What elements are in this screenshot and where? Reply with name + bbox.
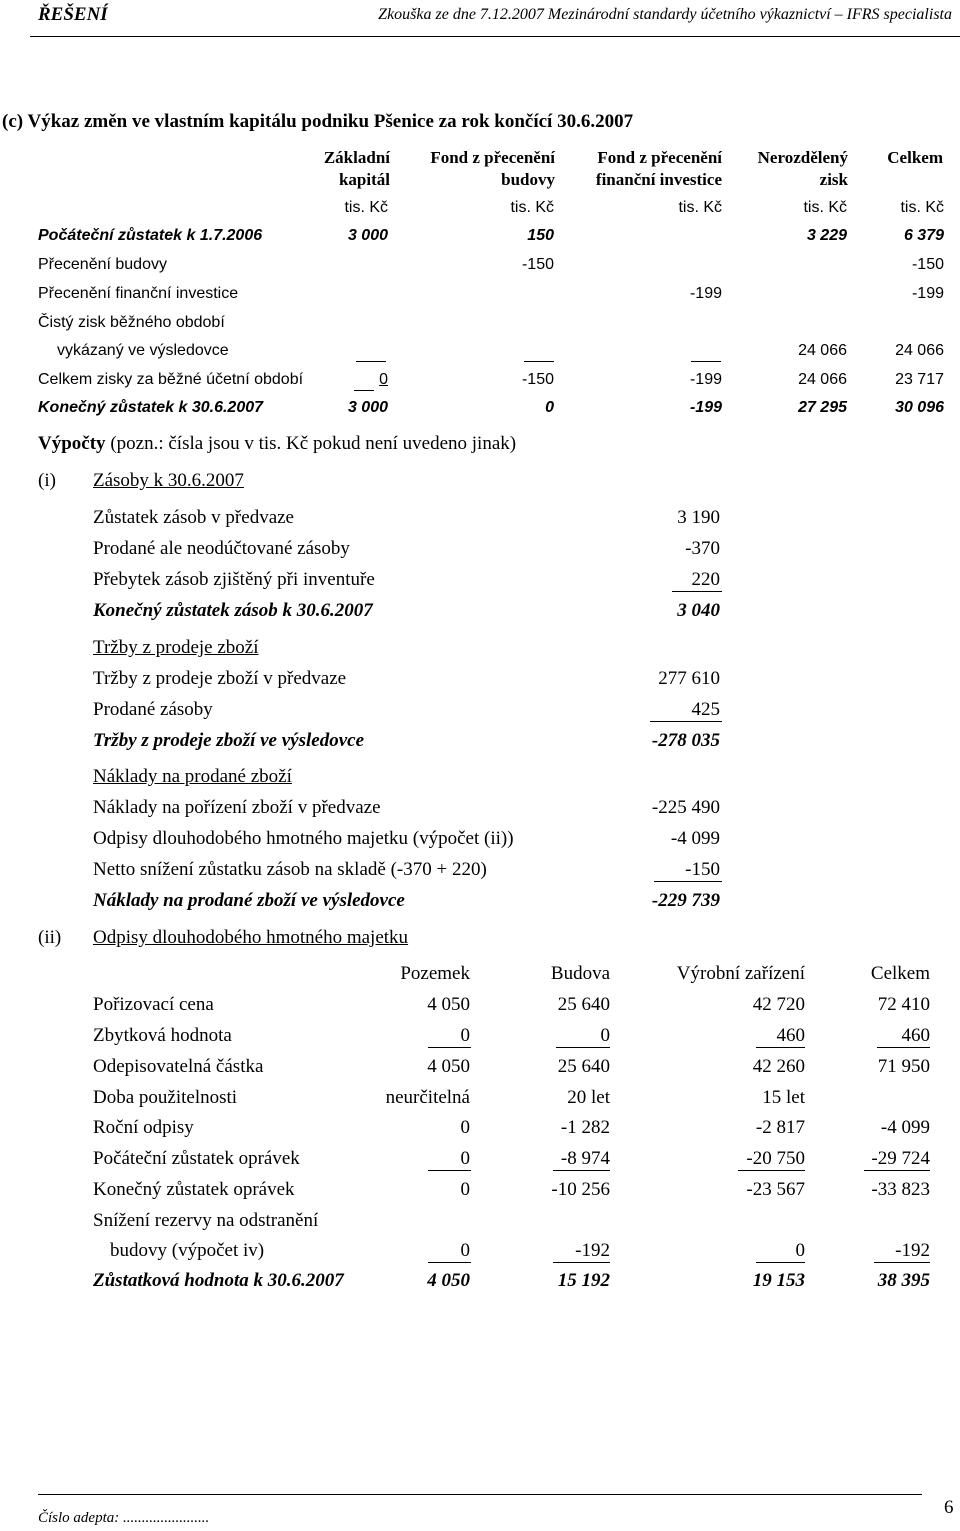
col-header-investment-reserve: Fond z přecenění finanční investice bbox=[595, 148, 722, 189]
dep-row-label: budovy (výpočet iv) bbox=[110, 1240, 265, 1261]
stmt-row-reported-profit bbox=[38, 342, 960, 366]
header-right: Zkouška ze dne 7.12.2007 Mezinárodní standardy účetního výkaznictví – IFRS specialista bbox=[378, 6, 952, 23]
dep-row-label: Konečný zůstatek oprávek bbox=[93, 1179, 295, 1200]
cogs-label: Odpisy dlouhodobého hmotného majetku (výpočet (ii)) bbox=[93, 828, 514, 849]
cogs-value: -225 490 bbox=[651, 797, 720, 818]
cell-value: 6 379 bbox=[903, 227, 944, 244]
cell-value: 24 066 bbox=[895, 342, 944, 359]
dep-cell: 0 bbox=[460, 1179, 470, 1200]
candidate-number-label: Číslo adepta: ....................... bbox=[38, 1510, 210, 1526]
unit-label: tis. Kč bbox=[803, 199, 847, 216]
inv-label: Konečný zůstatek zásob k 30.6.2007 bbox=[93, 600, 373, 621]
cell-value: -199 bbox=[911, 285, 944, 302]
dep-cell: 25 640 bbox=[557, 1056, 610, 1077]
sum-underline bbox=[428, 1047, 471, 1048]
cell-value: 0 bbox=[545, 399, 554, 416]
dep-cell: neurčitelná bbox=[385, 1087, 470, 1108]
sum-underline bbox=[756, 1047, 805, 1048]
cell-value: 0 bbox=[379, 371, 388, 388]
dep-cell: 0 bbox=[460, 1240, 470, 1261]
calc-note-text: (pozn.: čísla jsou v tis. Kč pokud není uvedeno jinak) bbox=[105, 433, 517, 454]
footer-rule bbox=[38, 1494, 922, 1495]
dep-row-label: Doba použitelnosti bbox=[93, 1087, 238, 1108]
dep-row-label: Roční odpisy bbox=[93, 1117, 194, 1138]
unit-label: tis. Kč bbox=[900, 199, 944, 216]
section-ii-marker: (ii) bbox=[38, 927, 62, 948]
dep-cell: -29 724 bbox=[871, 1148, 930, 1169]
stmt-row-total-gains bbox=[38, 371, 960, 395]
cogs-title: Náklady na prodané zboží bbox=[93, 766, 292, 787]
calc-note bbox=[38, 433, 516, 455]
inv-label: Přebytek zásob zjištěný při inventuře bbox=[93, 569, 375, 590]
row-label: Počáteční zůstatek k 1.7.2006 bbox=[38, 227, 263, 244]
cogs-value: -229 739 bbox=[651, 890, 720, 911]
section-i-marker: (i) bbox=[38, 470, 56, 491]
sum-underline bbox=[428, 1170, 471, 1171]
cogs-label: Náklady na prodané zboží ve výsledovce bbox=[93, 890, 405, 911]
sales-label: Tržby z prodeje zboží v předvaze bbox=[93, 668, 347, 689]
cogs-value: -4 099 bbox=[670, 828, 720, 849]
stmt-row-closing bbox=[38, 399, 960, 423]
dep-cell: 0 bbox=[600, 1025, 610, 1046]
sum-underline bbox=[672, 591, 722, 592]
section-i-title: Zásoby k 30.6.2007 bbox=[93, 470, 244, 491]
row-label: Přecenění finanční investice bbox=[38, 285, 239, 302]
section-ii-title: Odpisy dlouhodobého hmotného majetku bbox=[93, 927, 409, 948]
sales-label: Prodané zásoby bbox=[93, 699, 213, 720]
dep-cell: -192 bbox=[575, 1240, 610, 1261]
cell-value: -150 bbox=[911, 256, 944, 273]
unit-label: tis. Kč bbox=[344, 199, 388, 216]
sum-underline bbox=[553, 1170, 610, 1171]
col-header-building-reserve: Fond z přecenění budovy bbox=[430, 148, 555, 189]
sales-label: Tržby z prodeje zboží ve výsledovce bbox=[93, 730, 365, 751]
row-label: Přecenění budovy bbox=[38, 256, 167, 273]
cell-value: 150 bbox=[527, 227, 554, 244]
dep-col-header: Celkem bbox=[870, 963, 930, 984]
cogs-value: -150 bbox=[685, 859, 720, 880]
cell-value: 27 295 bbox=[798, 399, 847, 416]
sales-value: 425 bbox=[691, 699, 720, 720]
sum-underline bbox=[877, 1047, 930, 1048]
cell-value: 30 096 bbox=[895, 399, 944, 416]
cogs-label: Netto snížení zůstatku zásob na skladě (-370 + 220) bbox=[93, 859, 487, 880]
col-header-share-capital: Základní kapitál bbox=[323, 148, 390, 189]
dep-cell: 460 bbox=[776, 1025, 805, 1046]
dep-cell: -20 750 bbox=[746, 1148, 805, 1169]
dep-row-label: Odepisovatelná částka bbox=[93, 1056, 264, 1077]
sum-underline bbox=[650, 721, 722, 722]
dep-cell: -10 256 bbox=[551, 1179, 610, 1200]
cell-value: -199 bbox=[689, 399, 722, 416]
inv-label: Prodané ale neodúčtované zásoby bbox=[93, 538, 350, 559]
row-label: Konečný zůstatek k 30.6.2007 bbox=[38, 399, 264, 416]
sum-underline bbox=[654, 881, 722, 882]
dep-row-label: Pořizovací cena bbox=[93, 994, 214, 1015]
sum-underline bbox=[756, 1262, 805, 1263]
dep-row-label: Počáteční zůstatek oprávek bbox=[93, 1148, 300, 1169]
blank-underline bbox=[356, 361, 386, 362]
dep-col-header: Pozemek bbox=[400, 963, 470, 984]
inv-value: 3 190 bbox=[677, 507, 720, 528]
blank-underline bbox=[524, 361, 554, 362]
statement-title: (c) Výkaz změn ve vlastním kapitálu podniku Pšenice za rok končící 30.6.2007 bbox=[2, 111, 634, 132]
cell-value: 3 000 bbox=[347, 227, 388, 244]
dep-cell: -4 099 bbox=[880, 1117, 930, 1138]
inv-value: 3 040 bbox=[677, 600, 720, 621]
dep-cell: -2 817 bbox=[755, 1117, 805, 1138]
dep-cell: 460 bbox=[901, 1025, 930, 1046]
dep-row-label: Snížení rezervy na odstranění bbox=[93, 1210, 319, 1231]
unit-label: tis. Kč bbox=[678, 199, 722, 216]
dep-cell: 20 let bbox=[567, 1087, 610, 1108]
sum-underline bbox=[874, 1262, 930, 1263]
dep-cell: 4 050 bbox=[427, 1056, 470, 1077]
cell-value: -150 bbox=[521, 371, 554, 388]
sum-underline bbox=[428, 1262, 471, 1263]
dep-cell: -192 bbox=[895, 1240, 930, 1261]
sales-value: -278 035 bbox=[651, 730, 720, 751]
dep-cell: -8 974 bbox=[560, 1148, 610, 1169]
blank-underline bbox=[691, 361, 721, 362]
dep-cell: 4 050 bbox=[427, 994, 470, 1015]
row-label: vykázaný ve výsledovce bbox=[57, 342, 229, 359]
blank-underline bbox=[354, 390, 374, 391]
cell-value: -199 bbox=[689, 371, 722, 388]
dep-cell: 42 720 bbox=[752, 994, 805, 1015]
stmt-row-net-profit bbox=[38, 314, 960, 338]
sales-title: Tržby z prodeje zboží bbox=[93, 637, 259, 658]
inv-value: 220 bbox=[691, 569, 720, 590]
cell-value: 23 717 bbox=[895, 371, 944, 388]
sum-underline bbox=[864, 1170, 930, 1171]
dep-cell: 15 192 bbox=[557, 1270, 610, 1291]
dep-cell: -1 282 bbox=[560, 1117, 610, 1138]
cell-value: 24 066 bbox=[798, 342, 847, 359]
stmt-row-investment-revaluation bbox=[38, 285, 960, 309]
stmt-row-building-revaluation bbox=[38, 256, 960, 280]
dep-cell: 25 640 bbox=[557, 994, 610, 1015]
calc-note-bold: Výpočty bbox=[38, 433, 106, 454]
dep-cell: -33 823 bbox=[871, 1179, 930, 1200]
dep-col-header: Výrobní zařízení bbox=[676, 963, 805, 984]
row-label: Čistý zisk běžného období bbox=[38, 314, 225, 331]
dep-cell: -23 567 bbox=[746, 1179, 805, 1200]
cell-value: 3 229 bbox=[806, 227, 847, 244]
dep-cell: 15 let bbox=[762, 1087, 805, 1108]
cell-value: -150 bbox=[521, 256, 554, 273]
dep-cell: 0 bbox=[460, 1117, 470, 1138]
page-number: 6 bbox=[944, 1497, 954, 1518]
cell-value: 24 066 bbox=[798, 371, 847, 388]
stmt-row-opening bbox=[38, 227, 960, 251]
col-header-retained-earnings: Nerozdělený zisk bbox=[757, 148, 848, 189]
dep-row-label: Zbytková hodnota bbox=[93, 1025, 232, 1046]
sum-underline bbox=[553, 1262, 610, 1263]
dep-cell: 0 bbox=[460, 1025, 470, 1046]
dep-cell: 19 153 bbox=[752, 1270, 805, 1291]
row-label: Celkem zisky za běžné účetní období bbox=[38, 371, 304, 388]
sum-underline bbox=[738, 1170, 805, 1171]
sum-underline bbox=[556, 1047, 610, 1048]
inv-value: -370 bbox=[685, 538, 720, 559]
dep-cell: 38 395 bbox=[877, 1270, 930, 1291]
dep-cell: 42 260 bbox=[752, 1056, 805, 1077]
dep-row-label: Zůstatková hodnota k 30.6.2007 bbox=[93, 1270, 344, 1291]
cell-value: -199 bbox=[689, 285, 722, 302]
dep-cell: 71 950 bbox=[877, 1056, 930, 1077]
dep-cell: 4 050 bbox=[427, 1270, 470, 1291]
header-rule bbox=[30, 36, 960, 37]
cogs-label: Náklady na pořízení zboží v předvaze bbox=[93, 797, 381, 818]
dep-col-header: Budova bbox=[550, 963, 610, 984]
dep-cell: 72 410 bbox=[877, 994, 930, 1015]
header-left: ŘEŠENÍ bbox=[38, 4, 108, 25]
sales-value: 277 610 bbox=[658, 668, 720, 689]
unit-label: tis. Kč bbox=[510, 199, 554, 216]
dep-cell: 0 bbox=[460, 1148, 470, 1169]
col-header-total: Celkem bbox=[887, 148, 943, 167]
dep-cell: 0 bbox=[795, 1240, 805, 1261]
cell-value: 3 000 bbox=[347, 399, 388, 416]
inv-label: Zůstatek zásob v předvaze bbox=[93, 507, 294, 528]
